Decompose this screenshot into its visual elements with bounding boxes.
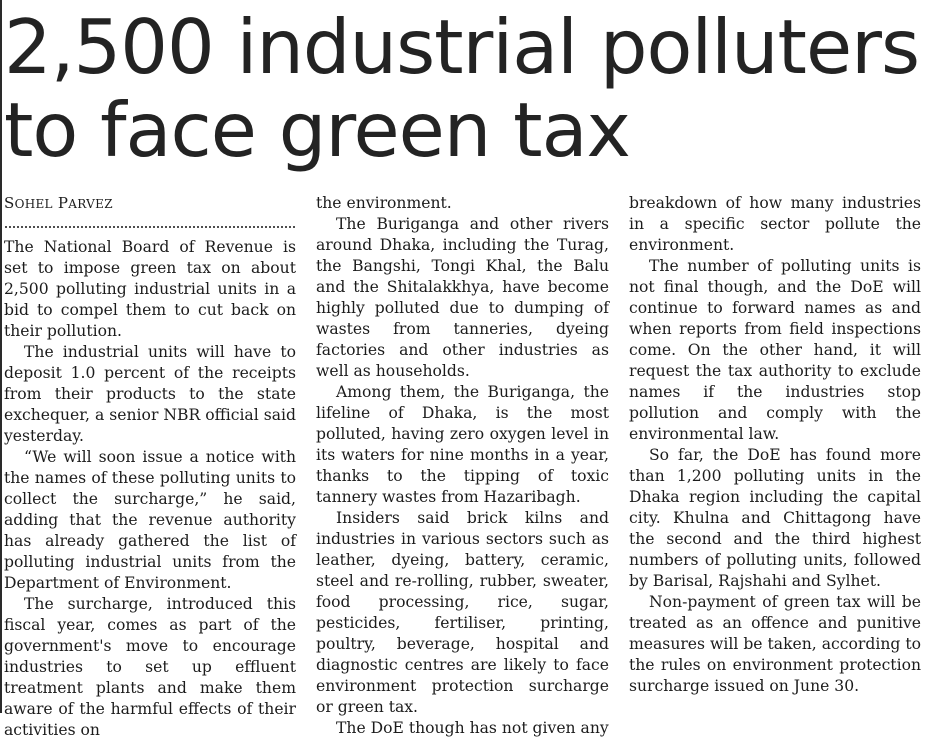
paragraph: The industrial units will have to deposit 1.0 percent of the receipts from their products to the state exchequer, a senior NBR official said yesterday. [4, 343, 296, 445]
paragraph: The National Board of Revenue is set to impose green tax on about 2,500 polluting industrial units in a bid to compel them to cut back on their pollution. [4, 238, 296, 340]
paragraph: So far, the DoE has found more than 1,200 polluting units in the Dhaka region including the capital city. Khulna and Chittagong have the second and the third highest numbers of polluting units, followed by Barisal, Rajshahi and Sylhet. [629, 446, 921, 590]
paragraph: The surcharge, introduced this fiscal year, comes as part of the government's move to encourage industries to set up effluent treatment plants and make them aware of the harmful effects of their activities on [4, 595, 296, 739]
paragraph: The number of polluting units is not final though, and the DoE will continue to forward names as and when reports from field inspections come. On the other hand, it will request the tax authority to exclude names if the industries stop pollution and comply with the environmental law. [629, 257, 921, 443]
paragraph: Insiders said brick kilns and industries in various sectors such as leather, dyeing, battery, ceramic, steel and re-rolling, rubber, sweater, food processing, rice, sugar, pesticides, fertiliser, printing, poultry, beverage, hospital and diagnostic centres are likely to face environment protection surcharge or green tax. [316, 509, 609, 716]
paragraph: Non-payment of green tax will be treated as an offence and punitive measures will be taken, according to the rules on environment protection surcharge issued on June 30. [629, 593, 921, 695]
paragraph: The Buriganga and other rivers around Dhaka, including the Turag, the Bangshi, Tongi Khal, the Balu and the Shitalakkhya, have become highly polluted due to dumping of wastes from tanneries, dyeing factories and other industries as well as households. [316, 215, 609, 380]
paragraph: The DoE though has not given any [336, 719, 609, 737]
article-column-3 [629, 193, 921, 697]
headline-line-2: to face green tax [4, 86, 630, 174]
byline-last-initial: P [57, 194, 69, 212]
paragraph: breakdown of how many industries in a specific sector pollute the environment. [629, 194, 921, 254]
byline-last-rest: ARVEZ [68, 197, 113, 211]
byline-first-rest: OHEL [14, 197, 53, 211]
paragraph: “We will soon issue a notice with the names of these polluting units to collect the surcharge,” he said, adding that the revenue authority has already gathered the list of polluting industrial units from the Department of Environment. [4, 448, 296, 592]
article-column-1 [4, 193, 296, 741]
paragraph: Among them, the Buriganga, the lifeline of Dhaka, is the most polluted, having zero oxygen level in its waters for nine months in a year, thanks to the tipping of toxic tannery wastes from Hazaribagh. [316, 383, 609, 506]
byline-first-initial: S [4, 194, 15, 212]
dotted-separator [4, 225, 296, 231]
article-column-2 [316, 193, 609, 739]
paragraph: the environment. [316, 194, 452, 212]
byline [4, 193, 296, 215]
headline-line-1: 2,500 industrial polluters [4, 3, 920, 91]
headline [4, 3, 934, 174]
left-border-rule [0, 0, 2, 713]
